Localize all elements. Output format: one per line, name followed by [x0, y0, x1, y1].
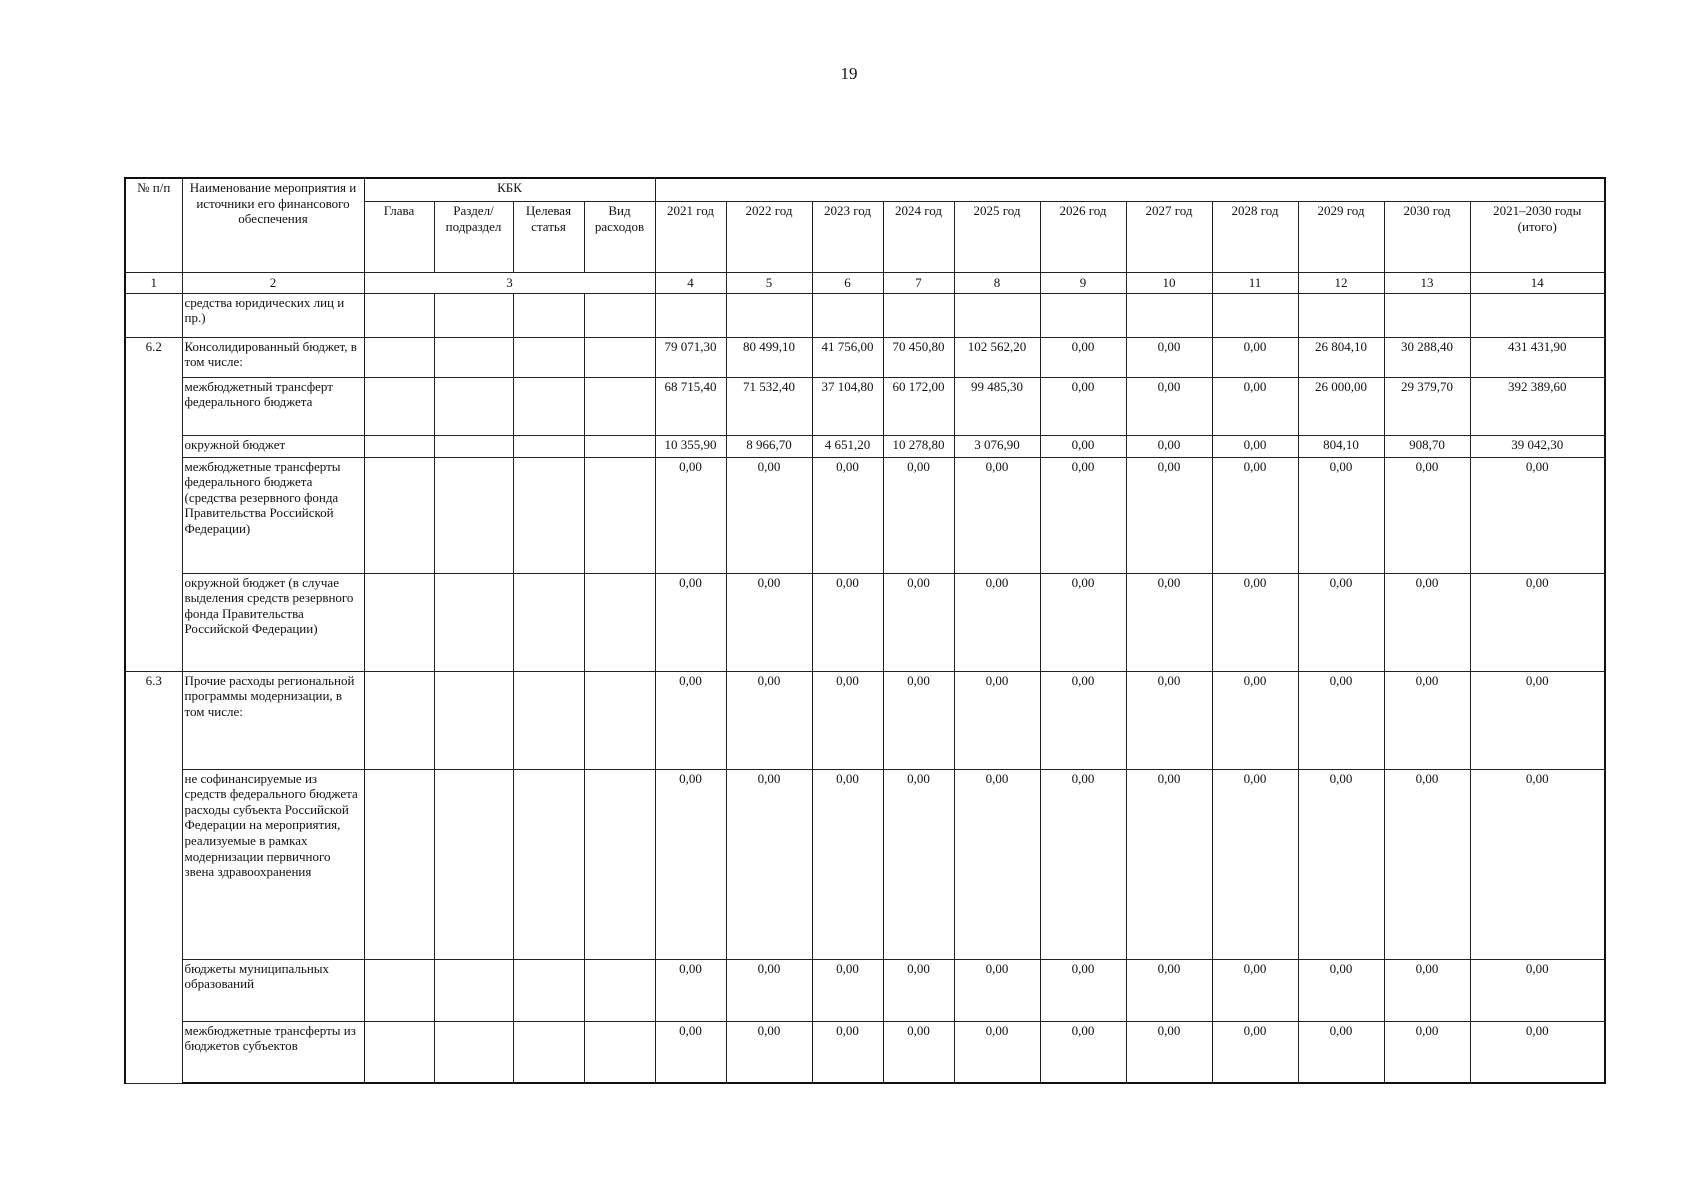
year-value-cell: 0,00 — [954, 573, 1040, 671]
kbk-cell — [364, 573, 434, 671]
index-cell: 3 — [364, 273, 655, 294]
year-value-cell: 0,00 — [1384, 959, 1470, 1021]
year-value-cell: 80 499,10 — [726, 337, 812, 377]
year-value-cell: 26 804,10 — [1298, 337, 1384, 377]
year-value-cell: 0,00 — [1126, 337, 1212, 377]
total-cell: 431 431,90 — [1470, 337, 1605, 377]
year-value-cell: 0,00 — [954, 959, 1040, 1021]
kbk-cell — [434, 457, 513, 573]
year-value-cell: 0,00 — [883, 769, 954, 959]
kbk-cell — [513, 573, 584, 671]
year-value-cell: 908,70 — [1384, 435, 1470, 457]
row-number-cell: 6.2 — [125, 337, 182, 671]
year-value-cell: 102 562,20 — [954, 337, 1040, 377]
year-value-cell: 0,00 — [812, 573, 883, 671]
year-value-cell — [1212, 293, 1298, 337]
index-cell: 12 — [1298, 273, 1384, 294]
kbk-cell — [584, 377, 655, 435]
kbk-cell — [434, 293, 513, 337]
row-name-cell: Прочие расходы региональной программы модернизации, в том числе: — [182, 671, 364, 769]
year-value-cell: 0,00 — [1298, 959, 1384, 1021]
year-value-cell: 0,00 — [1384, 573, 1470, 671]
row-name-cell: окружной бюджет (в случае выделения средств резервного фонда Правительства Российской Федерации) — [182, 573, 364, 671]
row-name-cell: бюджеты муниципальных образований — [182, 959, 364, 1021]
kbk-cell — [584, 337, 655, 377]
year-value-cell: 0,00 — [1126, 769, 1212, 959]
index-row — [125, 273, 1605, 294]
year-value-cell — [954, 293, 1040, 337]
kbk-cell — [434, 337, 513, 377]
year-value-cell: 0,00 — [812, 671, 883, 769]
year-value-cell: 0,00 — [655, 769, 726, 959]
year-value-cell: 0,00 — [1298, 573, 1384, 671]
index-cell: 11 — [1212, 273, 1298, 294]
year-value-cell: 0,00 — [812, 1021, 883, 1083]
year-value-cell: 71 532,40 — [726, 377, 812, 435]
year-value-cell: 0,00 — [1126, 1021, 1212, 1083]
year-value-cell — [1126, 293, 1212, 337]
year-value-cell: 0,00 — [1212, 1021, 1298, 1083]
header-year: 2027 год — [1126, 202, 1212, 273]
year-value-cell: 0,00 — [883, 1021, 954, 1083]
kbk-cell — [434, 573, 513, 671]
year-value-cell: 0,00 — [954, 1021, 1040, 1083]
table-row — [125, 293, 1605, 337]
row-name-cell: окружной бюджет — [182, 435, 364, 457]
year-value-cell: 4 651,20 — [812, 435, 883, 457]
total-cell: 0,00 — [1470, 1021, 1605, 1083]
index-cell: 7 — [883, 273, 954, 294]
kbk-cell — [513, 959, 584, 1021]
kbk-cell — [364, 457, 434, 573]
year-value-cell: 0,00 — [812, 769, 883, 959]
row-name-cell: не софинансируемые из средств федерального бюджета расходы субъекта Российской Федерации на мероприятия, реализуемые в рамках модернизации первичного звена здравоохранения — [182, 769, 364, 959]
budget-table-container — [124, 177, 1606, 1084]
year-value-cell — [1298, 293, 1384, 337]
year-value-cell: 0,00 — [1298, 769, 1384, 959]
year-value-cell: 0,00 — [1212, 377, 1298, 435]
year-value-cell: 0,00 — [883, 573, 954, 671]
index-cell: 10 — [1126, 273, 1212, 294]
kbk-cell — [364, 293, 434, 337]
year-value-cell: 0,00 — [726, 769, 812, 959]
index-cell: 9 — [1040, 273, 1126, 294]
kbk-cell — [434, 769, 513, 959]
kbk-cell — [584, 573, 655, 671]
year-value-cell: 0,00 — [726, 457, 812, 573]
header-kbk-celevaya: Целевая статья — [513, 202, 584, 273]
index-cell: 6 — [812, 273, 883, 294]
year-value-cell: 0,00 — [1040, 1021, 1126, 1083]
table-row — [125, 377, 1605, 435]
year-value-cell: 0,00 — [1126, 573, 1212, 671]
row-number-cell — [125, 293, 182, 337]
year-value-cell: 0,00 — [655, 573, 726, 671]
header-total: 2021–2030 годы (итого) — [1470, 202, 1605, 273]
kbk-cell — [513, 769, 584, 959]
header-kbk-vid: Вид расходов — [584, 202, 655, 273]
year-value-cell: 0,00 — [1040, 457, 1126, 573]
kbk-cell — [513, 1021, 584, 1083]
year-value-cell: 0,00 — [1212, 671, 1298, 769]
year-value-cell: 0,00 — [655, 671, 726, 769]
year-value-cell: 0,00 — [1298, 1021, 1384, 1083]
table-row — [125, 671, 1605, 769]
year-value-cell: 60 172,00 — [883, 377, 954, 435]
header-year: 2024 год — [883, 202, 954, 273]
total-cell: 0,00 — [1470, 671, 1605, 769]
kbk-cell — [584, 769, 655, 959]
year-value-cell: 0,00 — [1212, 573, 1298, 671]
header-row-1 — [125, 178, 1605, 202]
year-value-cell: 0,00 — [883, 457, 954, 573]
year-value-cell: 99 485,30 — [954, 377, 1040, 435]
kbk-cell — [364, 337, 434, 377]
kbk-cell — [364, 769, 434, 959]
year-value-cell — [1384, 293, 1470, 337]
year-value-cell: 0,00 — [655, 959, 726, 1021]
header-year: 2029 год — [1298, 202, 1384, 273]
total-cell — [1470, 293, 1605, 337]
year-value-cell: 0,00 — [655, 457, 726, 573]
year-value-cell: 0,00 — [1040, 959, 1126, 1021]
year-value-cell: 0,00 — [883, 671, 954, 769]
year-value-cell: 0,00 — [1212, 959, 1298, 1021]
year-value-cell: 26 000,00 — [1298, 377, 1384, 435]
year-value-cell: 0,00 — [1126, 377, 1212, 435]
year-value-cell: 0,00 — [1298, 671, 1384, 769]
index-cell: 14 — [1470, 273, 1605, 294]
header-year: 2026 год — [1040, 202, 1126, 273]
header-year: 2023 год — [812, 202, 883, 273]
kbk-cell — [513, 337, 584, 377]
kbk-cell — [584, 435, 655, 457]
kbk-cell — [434, 377, 513, 435]
header-year: 2030 год — [1384, 202, 1470, 273]
year-value-cell: 0,00 — [1126, 671, 1212, 769]
year-value-cell: 0,00 — [954, 671, 1040, 769]
year-value-cell: 0,00 — [726, 1021, 812, 1083]
kbk-cell — [434, 435, 513, 457]
header-name: Наименование мероприятия и источники его финансового обеспечения — [182, 178, 364, 273]
table-row — [125, 959, 1605, 1021]
header-years-group — [655, 178, 1605, 202]
kbk-cell — [364, 671, 434, 769]
total-cell: 0,00 — [1470, 457, 1605, 573]
year-value-cell: 0,00 — [655, 1021, 726, 1083]
row-name-cell: межбюджетный трансферт федерального бюджета — [182, 377, 364, 435]
year-value-cell: 0,00 — [1040, 377, 1126, 435]
index-cell: 2 — [182, 273, 364, 294]
year-value-cell: 0,00 — [954, 457, 1040, 573]
year-value-cell: 79 071,30 — [655, 337, 726, 377]
year-value-cell: 0,00 — [1384, 1021, 1470, 1083]
year-value-cell: 0,00 — [1040, 435, 1126, 457]
year-value-cell: 10 355,90 — [655, 435, 726, 457]
year-value-cell: 41 756,00 — [812, 337, 883, 377]
year-value-cell: 0,00 — [1126, 435, 1212, 457]
total-cell: 0,00 — [1470, 573, 1605, 671]
kbk-cell — [584, 959, 655, 1021]
year-value-cell: 0,00 — [1040, 573, 1126, 671]
year-value-cell: 0,00 — [1212, 337, 1298, 377]
year-value-cell: 0,00 — [954, 769, 1040, 959]
kbk-cell — [513, 671, 584, 769]
table-row — [125, 337, 1605, 377]
kbk-cell — [584, 1021, 655, 1083]
year-value-cell: 0,00 — [726, 573, 812, 671]
budget-table — [124, 177, 1606, 1084]
index-cell: 8 — [954, 273, 1040, 294]
page-number: 19 — [840, 64, 858, 83]
kbk-cell — [364, 435, 434, 457]
index-cell: 1 — [125, 273, 182, 294]
kbk-cell — [513, 293, 584, 337]
total-cell: 0,00 — [1470, 959, 1605, 1021]
year-value-cell: 0,00 — [812, 457, 883, 573]
year-value-cell: 0,00 — [1384, 457, 1470, 573]
kbk-cell — [364, 959, 434, 1021]
year-value-cell: 0,00 — [1040, 671, 1126, 769]
year-value-cell: 804,10 — [1298, 435, 1384, 457]
year-value-cell: 0,00 — [726, 671, 812, 769]
year-value-cell: 0,00 — [1126, 457, 1212, 573]
header-kbk: КБК — [364, 178, 655, 202]
year-value-cell: 0,00 — [1126, 959, 1212, 1021]
year-value-cell: 0,00 — [1212, 435, 1298, 457]
table-row — [125, 1021, 1605, 1083]
year-value-cell — [883, 293, 954, 337]
year-value-cell: 0,00 — [1298, 457, 1384, 573]
index-cell: 5 — [726, 273, 812, 294]
total-cell: 392 389,60 — [1470, 377, 1605, 435]
total-cell: 39 042,30 — [1470, 435, 1605, 457]
index-cell: 13 — [1384, 273, 1470, 294]
header-year: 2028 год — [1212, 202, 1298, 273]
header-no: № п/п — [125, 178, 182, 273]
header-year: 2025 год — [954, 202, 1040, 273]
header-kbk-glava: Глава — [364, 202, 434, 273]
year-value-cell: 0,00 — [883, 959, 954, 1021]
kbk-cell — [584, 457, 655, 573]
table-row — [125, 769, 1605, 959]
year-value-cell — [1040, 293, 1126, 337]
year-value-cell: 3 076,90 — [954, 435, 1040, 457]
table-row — [125, 573, 1605, 671]
year-value-cell — [655, 293, 726, 337]
header-kbk-razdel: Раздел/ подраздел — [434, 202, 513, 273]
year-value-cell: 0,00 — [1212, 457, 1298, 573]
kbk-cell — [434, 959, 513, 1021]
header-year: 2022 год — [726, 202, 812, 273]
index-cell: 4 — [655, 273, 726, 294]
row-name-cell: межбюджетные трансферты из бюджетов субъектов — [182, 1021, 364, 1083]
year-value-cell: 0,00 — [812, 959, 883, 1021]
row-number-cell: 6.3 — [125, 671, 182, 1083]
year-value-cell: 37 104,80 — [812, 377, 883, 435]
year-value-cell: 0,00 — [1384, 769, 1470, 959]
year-value-cell: 0,00 — [1040, 337, 1126, 377]
year-value-cell: 0,00 — [1040, 769, 1126, 959]
year-value-cell: 10 278,80 — [883, 435, 954, 457]
year-value-cell — [726, 293, 812, 337]
year-value-cell — [812, 293, 883, 337]
year-value-cell: 0,00 — [1212, 769, 1298, 959]
year-value-cell: 70 450,80 — [883, 337, 954, 377]
year-value-cell: 0,00 — [726, 959, 812, 1021]
header-year: 2021 год — [655, 202, 726, 273]
total-cell: 0,00 — [1470, 769, 1605, 959]
year-value-cell: 8 966,70 — [726, 435, 812, 457]
year-value-cell: 30 288,40 — [1384, 337, 1470, 377]
year-value-cell: 29 379,70 — [1384, 377, 1470, 435]
kbk-cell — [513, 435, 584, 457]
kbk-cell — [584, 293, 655, 337]
kbk-cell — [513, 377, 584, 435]
kbk-cell — [364, 1021, 434, 1083]
kbk-cell — [513, 457, 584, 573]
kbk-cell — [364, 377, 434, 435]
kbk-cell — [584, 671, 655, 769]
row-name-cell: средства юридических лиц и пр.) — [182, 293, 364, 337]
kbk-cell — [434, 671, 513, 769]
table-row — [125, 457, 1605, 573]
row-name-cell: межбюджетные трансферты федерального бюджета (средства резервного фонда Правительства Российской Федерации) — [182, 457, 364, 573]
row-name-cell: Консолидированный бюджет, в том числе: — [182, 337, 364, 377]
year-value-cell: 68 715,40 — [655, 377, 726, 435]
table-row — [125, 435, 1605, 457]
kbk-cell — [434, 1021, 513, 1083]
year-value-cell: 0,00 — [1384, 671, 1470, 769]
